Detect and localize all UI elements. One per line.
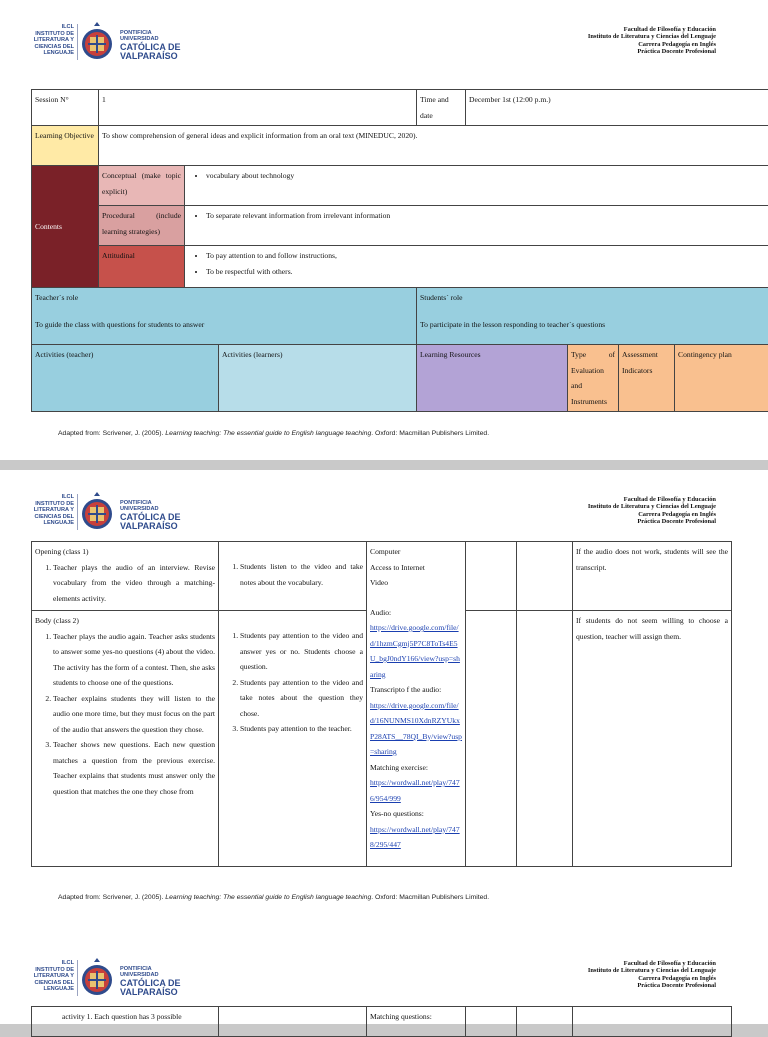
- citation-footnote: Adapted from: Scrivener, J. (2005). Learning teaching: The essential guide to English language teaching. Oxford: Macmillan Publishers Limited.: [58, 894, 489, 901]
- ilcl-logo-text: ILCL INSTITUTO DE LITERATURA Y CIENCIAS DEL LENGUAJE: [22, 494, 74, 527]
- body-learner-step: 3. Students pay attention to the teacher.: [240, 721, 363, 737]
- body-teacher-step: 2. Teacher explains students they will listen to the audio one more time, but they must focus on the part of the audio that answers the question they chose.: [53, 691, 215, 738]
- page-3: [0, 948, 768, 1024]
- page-1: [0, 0, 768, 460]
- students-role-value: To participate in the lesson responding to teacher´s questions: [420, 317, 768, 333]
- ilcl-logo-text: ILCL INSTITUTO DE LITERATURA Y CIENCIAS DEL LENGUAJE: [22, 960, 74, 993]
- audio-link[interactable]: https://drive.google.com/file/d/1hzmCgmj5P7C8ToTs4E5U_bgJ0ndY166/view?usp=sharing: [370, 620, 462, 682]
- university-seal-icon: [81, 956, 113, 998]
- objective-value: To show comprehension of general ideas and explicit information from an oral text (MINEDUC, 2020).: [99, 126, 768, 166]
- time-label: Time and date: [417, 90, 466, 126]
- evaluation-cell-2: [466, 611, 517, 867]
- faculty-info: Facultad de Filosofía y Educación Instituto de Literatura y Ciencias del Lenguaje Carrera Pedagogía en Inglés Práctica Docente Profesional: [588, 496, 716, 526]
- opening-learners-cell: [219, 542, 367, 611]
- faculty-info: Facultad de Filosofía y Educación Instituto de Literatura y Ciencias del Lenguaje Carrera Pedagogía en Inglés Práctica Docente Profesional: [588, 26, 716, 56]
- teacher-role-cell: [32, 288, 417, 345]
- continued-learners-cell: [219, 1007, 367, 1037]
- contingency-header: Contingency plan: [675, 345, 768, 412]
- opening-teacher-step: 1. Teacher plays the audio of an interview. Revise vocabulary from the video through a matching-elements activity.: [53, 560, 215, 607]
- body-learners-cell: [219, 611, 367, 867]
- transcript-link[interactable]: https://drive.google.com/file/d/16NUNMS10XdnRZYUkxP28ATS__78QI_By/view?usp=sharing: [370, 698, 462, 760]
- evaluation-cell-1: [466, 542, 517, 611]
- contents-label: Contents: [32, 166, 99, 288]
- opening-teacher-cell: [32, 542, 219, 611]
- objective-label: Learning Objective: [32, 126, 99, 166]
- opening-contingency: If the audio does not work, students will see the transcript.: [573, 542, 732, 611]
- puc-logo-text: PONTIFICIA UNIVERSIDAD CATÓLICA DE VALPARAÍSO: [120, 30, 181, 61]
- page-header: [0, 470, 768, 548]
- indicators-header: Assessment Indicators: [619, 345, 675, 412]
- university-seal-icon: [81, 20, 113, 62]
- procedural-label: Procedural (include learning strategies): [99, 206, 185, 246]
- opening-learner-step: 1. Students listen to the video and take notes about the vocabulary.: [240, 559, 363, 590]
- resources-header: Learning Resources: [417, 345, 568, 412]
- conceptual-items: • vocabulary about technology: [185, 166, 768, 206]
- body-learner-step: 2. Students pay attention to the video and take notes about the question they chose.: [240, 675, 363, 722]
- body-contingency: If students do not seem willing to choose a question, teacher will assign them.: [573, 611, 732, 867]
- attitudinal-items: • To pay attention to and follow instructions, • To be respectful with others.: [185, 246, 768, 288]
- body-title: Body (class 2): [35, 613, 215, 629]
- puc-logo-text: PONTIFICIA UNIVERSIDAD CATÓLICA DE VALPARAÍSO: [120, 966, 181, 997]
- teacher-role-value: To guide the class with questions for students to answer: [35, 317, 413, 333]
- indicators-cell-2: [517, 611, 573, 867]
- opening-title: Opening (class 1): [35, 544, 215, 560]
- logo-divider: [77, 960, 78, 996]
- continued-contingency-cell: [573, 1007, 732, 1037]
- ilcl-logo-text: ILCL INSTITUTO DE LITERATURA Y CIENCIAS DEL LENGUAJE: [22, 24, 74, 57]
- body-learner-step: 1. Students pay attention to the video and answer yes or no. Students choose a question.: [240, 628, 363, 675]
- matching-exercise-link[interactable]: https://wordwall.net/play/7476/954/999: [370, 775, 462, 806]
- indicators-cell-1: [517, 542, 573, 611]
- continued-evaluation-cell: [466, 1007, 517, 1037]
- activities-learners-header: Activities (learners): [219, 345, 417, 412]
- activities-table-continued: [31, 1006, 732, 1037]
- procedural-items: • To separate relevant information from irrelevant information: [185, 206, 768, 246]
- yes-no-questions-link[interactable]: https://wordwall.net/play/7478/295/447: [370, 822, 462, 853]
- page-header: [0, 0, 768, 78]
- body-teacher-step: 1. Teacher plays the audio again. Teacher asks students to answer some yes-no questions (4) about the video. The activity has the form of a contest. Then, she asks students to choose one of the questions.: [53, 629, 215, 691]
- puc-logo-text: PONTIFICIA UNIVERSIDAD CATÓLICA DE VALPARAÍSO: [120, 500, 181, 531]
- session-value: 1: [99, 90, 417, 126]
- students-role-cell: [417, 288, 768, 345]
- continued-resources-text: Matching questions:: [367, 1007, 466, 1037]
- lesson-plan-table: [31, 89, 768, 412]
- body-teacher-cell: [32, 611, 219, 867]
- continued-teacher-text: activity 1. Each question has 3 possible: [32, 1007, 219, 1037]
- body-teacher-step: 3. Teacher shows new questions. Each new question matches a question from the previous exercise. Teacher explains that students must answer only the question that matches the one they chose from: [53, 737, 215, 799]
- students-role-label: Students´ role: [420, 290, 768, 306]
- session-label: Session N°: [32, 90, 99, 126]
- page-2: [0, 470, 768, 950]
- resources-cell: Computer Access to Internet Video Audio: https://drive.google.com/file/d/1hzmCgmj5P7C8ToTs4E5U_bgJ0ndY166/view?usp=sharing Transcripto f the audio: https://drive.google.com/file/d/16NUNMS10XdnRZYUkxP28ATS__78QI_By/view?usp=sharing Matching exercise: https://wordwall.net/play/7476/954/999 Yes-no questions: https://wordwall.net/play/7478/295/447: [367, 542, 466, 867]
- activities-teacher-header: Activities (teacher): [32, 345, 219, 412]
- citation-footnote: Adapted from: Scrivener, J. (2005). Learning teaching: The essential guide to English language teaching. Oxford: Macmillan Publishers Limited.: [58, 430, 489, 437]
- activities-table: [31, 541, 732, 867]
- conceptual-label: Conceptual (make topic explicit): [99, 166, 185, 206]
- logo-divider: [77, 494, 78, 530]
- university-seal-icon: [81, 490, 113, 532]
- time-value: December 1st (12:00 p.m.): [466, 90, 768, 126]
- attitudinal-label: Attitudinal: [99, 246, 185, 288]
- teacher-role-label: Teacher´s role: [35, 290, 413, 306]
- faculty-info: Facultad de Filosofía y Educación Instituto de Literatura y Ciencias del Lenguaje Carrera Pedagogía en Inglés Práctica Docente Profesional: [588, 960, 716, 990]
- evaluation-header: Type of Evaluation and Instruments: [568, 345, 619, 412]
- continued-indicators-cell: [517, 1007, 573, 1037]
- logo-divider: [77, 24, 78, 60]
